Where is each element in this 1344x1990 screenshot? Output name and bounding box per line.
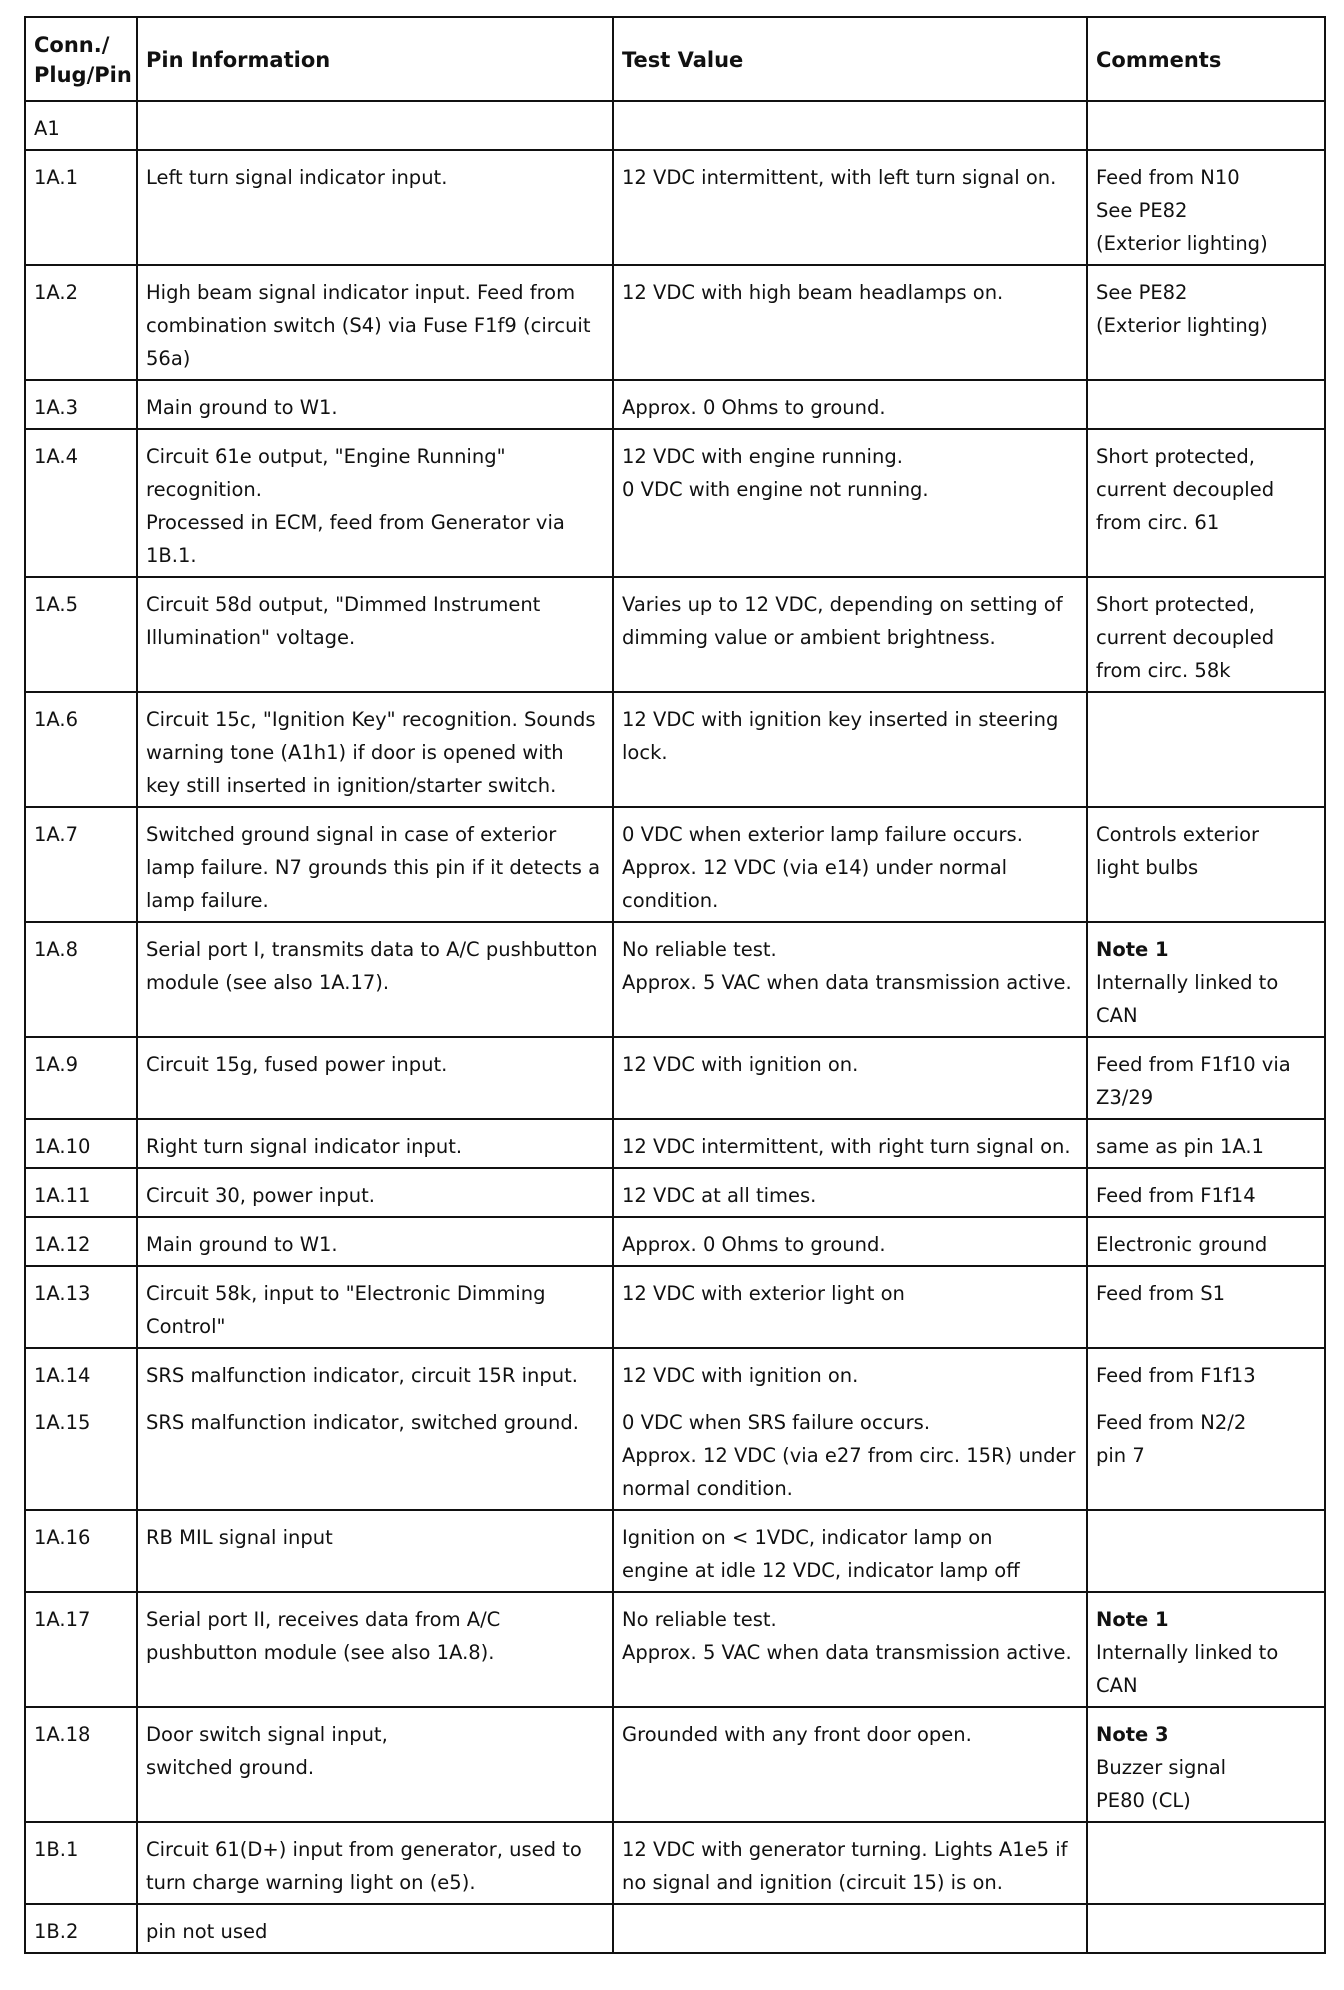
cell-line: Approx. 12 VDC (via e27 from circ. 15R) under: [622, 1444, 1076, 1467]
pin-info-cell: [137, 1510, 613, 1592]
pin-info-cell: [137, 807, 613, 922]
table-row: [25, 429, 1325, 577]
pin-cell: [25, 1168, 137, 1217]
cell-line: Circuit 61(D+) input from generator, used to: [146, 1838, 582, 1861]
cell-line: Buzzer signal: [1096, 1756, 1227, 1779]
cell-line: (Exterior lighting): [1096, 314, 1268, 337]
cell-line: same as pin 1A.1: [1096, 1135, 1264, 1158]
cell-line: 12 VDC intermittent, with left turn signal on.: [622, 166, 1057, 189]
test-value-cell: [613, 1707, 1087, 1822]
cell-line: dimming value or ambient brightness.: [622, 626, 996, 649]
test-value-cell: [613, 1348, 1087, 1510]
cell-line: Feed from N10: [1096, 166, 1240, 189]
header-comments: Comments: [1087, 17, 1325, 101]
cell-line: Ignition on < 1VDC, indicator lamp on: [622, 1526, 993, 1549]
comments-cell: [1087, 1822, 1325, 1904]
test-value-cell: [613, 577, 1087, 692]
table-row: [25, 380, 1325, 429]
cell-line: CAN: [1096, 1674, 1138, 1697]
pin-id: 1A.17: [34, 1608, 91, 1631]
cell-line: light bulbs: [1096, 856, 1199, 879]
pin-id: 1A.7: [34, 823, 79, 846]
cell-line: from circ. 61: [1096, 511, 1220, 534]
comments-cell: [1087, 692, 1325, 807]
cell-line: Feed from S1: [1096, 1282, 1226, 1305]
test-value-cell: [613, 1592, 1087, 1707]
cell-line: Internally linked to: [1096, 1641, 1279, 1664]
test-value-cell: [613, 1822, 1087, 1904]
pin-cell: [25, 265, 137, 380]
pin-info-cell: [137, 1217, 613, 1266]
comments-cell: [1087, 380, 1325, 429]
cell-line: Left turn signal indicator input.: [146, 166, 448, 189]
pin-cell: [25, 1510, 137, 1592]
comments-cell: [1087, 1510, 1325, 1592]
pin-info-cell: [137, 1707, 613, 1822]
cell-line: warning tone (A1h1) if door is opened with: [146, 741, 564, 764]
comments-cell: [1087, 1217, 1325, 1266]
cell-line: Internally linked to: [1096, 971, 1279, 994]
cell-line: Circuit 30, power input.: [146, 1184, 376, 1207]
cell-line: 12 VDC with engine running.: [622, 445, 903, 468]
pin-table-page: [24, 16, 1324, 1954]
cell-line: 12 VDC with high beam headlamps on.: [622, 281, 1004, 304]
table-row: [25, 1217, 1325, 1266]
table-row: [25, 150, 1325, 265]
test-value-cell: [613, 1217, 1087, 1266]
spacer: [1096, 1392, 1316, 1406]
pin-info-cell: [137, 692, 613, 807]
cell-line: Approx. 0 Ohms to ground.: [622, 396, 886, 419]
cell-line: Control": [146, 1315, 226, 1338]
cell-line: Feed from F1f14: [1096, 1184, 1256, 1207]
comments-cell: [1087, 1348, 1325, 1510]
pin-info-cell: [137, 1822, 613, 1904]
cell-line: normal condition.: [622, 1477, 793, 1500]
pin-id: 1B.1: [34, 1838, 79, 1861]
comments-cell: [1087, 1592, 1325, 1707]
cell-line: 12 VDC with ignition on.: [622, 1053, 859, 1076]
comments-cell: [1087, 1266, 1325, 1348]
cell-line: Approx. 0 Ohms to ground.: [622, 1233, 886, 1256]
pin-info-cell: [137, 380, 613, 429]
test-value-cell: [613, 150, 1087, 265]
comments-cell: [1087, 807, 1325, 922]
pin-info-cell: [137, 577, 613, 692]
pin-info-cell: [137, 922, 613, 1037]
pin-id: 1A.3: [34, 396, 79, 419]
cell-line: SRS malfunction indicator, circuit 15R input.: [146, 1364, 578, 1387]
note-label: Note 1: [1096, 938, 1169, 961]
table-row: [25, 577, 1325, 692]
pin-id: 1A.16: [34, 1526, 91, 1549]
cell-line: Switched ground signal in case of exterior: [146, 823, 557, 846]
pin-cell: [25, 692, 137, 807]
pin-cell: [25, 1217, 137, 1266]
cell-line: PE80 (CL): [1096, 1789, 1191, 1812]
cell-line: current decoupled: [1096, 478, 1275, 501]
pin-info-cell: [137, 1037, 613, 1119]
section-label: A1: [25, 101, 137, 150]
pin-info-cell: [137, 1266, 613, 1348]
pin-cell: [25, 150, 137, 265]
test-value-cell: [613, 692, 1087, 807]
note-label: Note 1: [1096, 1608, 1169, 1631]
cell-line: Circuit 58k, input to "Electronic Dimming: [146, 1282, 546, 1305]
spacer: [34, 1392, 128, 1406]
pin-id: 1A.5: [34, 593, 79, 616]
pin-id: 1A.8: [34, 938, 79, 961]
cell-line: recognition.: [146, 478, 262, 501]
table-row: [25, 1168, 1325, 1217]
cell-line: current decoupled: [1096, 626, 1275, 649]
test-value-cell: [613, 1119, 1087, 1168]
section-empty-cell: [613, 101, 1087, 150]
cell-line: Serial port II, receives data from A/C: [146, 1608, 501, 1631]
cell-line: CAN: [1096, 1004, 1138, 1027]
cell-line: key still inserted in ignition/starter switch.: [146, 774, 557, 797]
pin-info-cell: [137, 1592, 613, 1707]
cell-line: High beam signal indicator input. Feed from: [146, 281, 576, 304]
cell-line: lamp failure.: [146, 889, 269, 912]
pin-info-cell: [137, 1119, 613, 1168]
cell-line: Illumination" voltage.: [146, 626, 356, 649]
pin-cell: [25, 1707, 137, 1822]
cell-line: 12 VDC with generator turning. Lights A1e5 if: [622, 1838, 1068, 1861]
cell-line: pin 7: [1096, 1444, 1145, 1467]
cell-line: Right turn signal indicator input.: [146, 1135, 463, 1158]
table-row: [25, 922, 1325, 1037]
table-row: [25, 1592, 1325, 1707]
cell-line: Processed in ECM, feed from Generator via: [146, 511, 565, 534]
table-row: [25, 265, 1325, 380]
pin-id: 1A.1: [34, 166, 79, 189]
cell-line: condition.: [622, 889, 719, 912]
cell-line: 0 VDC when SRS failure occurs.: [622, 1411, 931, 1434]
cell-line: Circuit 15c, "Ignition Key" recognition. Sounds: [146, 708, 596, 731]
test-value-cell: [613, 429, 1087, 577]
cell-line: Feed from F1f13: [1096, 1364, 1256, 1387]
cell-line: Approx. 5 VAC when data transmission active.: [622, 1641, 1072, 1664]
pin-info-cell: [137, 150, 613, 265]
pin-cell: [25, 380, 137, 429]
cell-line: 1B.1.: [146, 544, 197, 567]
cell-line: Varies up to 12 VDC, depending on setting of: [622, 593, 1063, 616]
pin-id: 1A.13: [34, 1282, 91, 1305]
pin-id: 1B.2: [34, 1920, 79, 1943]
pin-id: 1A.9: [34, 1053, 79, 1076]
cell-line: lamp failure. N7 grounds this pin if it detects a: [146, 856, 601, 879]
pin-id: 1A.2: [34, 281, 79, 304]
pin-info-cell: [137, 1348, 613, 1510]
test-value-cell: [613, 922, 1087, 1037]
comments-cell: [1087, 1037, 1325, 1119]
pin-id: 1A.15: [34, 1411, 91, 1434]
pin-cell: [25, 429, 137, 577]
cell-line: Feed from N2/2: [1096, 1411, 1247, 1434]
header-pin-information: Pin Information: [137, 17, 613, 101]
pin-id: 1A.4: [34, 445, 79, 468]
cell-line: Feed from F1f10 via: [1096, 1053, 1291, 1076]
cell-line: Short protected,: [1096, 593, 1256, 616]
table-row: [25, 1037, 1325, 1119]
comments-cell: [1087, 577, 1325, 692]
cell-line: 12 VDC intermittent, with right turn signal on.: [622, 1135, 1071, 1158]
comments-cell: [1087, 1119, 1325, 1168]
pin-id: 1A.12: [34, 1233, 91, 1256]
table-row: [25, 1904, 1325, 1953]
cell-line: Circuit 15g, fused power input.: [146, 1053, 448, 1076]
comments-cell: [1087, 922, 1325, 1037]
comments-cell: [1087, 429, 1325, 577]
table-row: [25, 1822, 1325, 1904]
comments-cell: [1087, 1707, 1325, 1822]
cell-line: 12 VDC at all times.: [622, 1184, 817, 1207]
table-row: [25, 1348, 1325, 1510]
pin-id: 1A.14: [34, 1364, 91, 1387]
cell-line: Circuit 58d output, "Dimmed Instrument: [146, 593, 541, 616]
pin-cell: [25, 1592, 137, 1707]
cell-line: Main ground to W1.: [146, 1233, 338, 1256]
table-body: [25, 101, 1325, 1953]
cell-line: Z3/29: [1096, 1086, 1154, 1109]
cell-line: Electronic ground: [1096, 1233, 1268, 1256]
pin-cell: [25, 577, 137, 692]
section-row: [25, 101, 1325, 150]
table-row: [25, 1510, 1325, 1592]
test-value-cell: [613, 807, 1087, 922]
pin-id: 1A.10: [34, 1135, 91, 1158]
pin-cell: [25, 1119, 137, 1168]
cell-line: 12 VDC with exterior light on: [622, 1282, 905, 1305]
pin-id: 1A.6: [34, 708, 79, 731]
test-value-cell: [613, 265, 1087, 380]
cell-line: 0 VDC with engine not running.: [622, 478, 929, 501]
pin-info-cell: [137, 1904, 613, 1953]
comments-cell: [1087, 1168, 1325, 1217]
table-row: [25, 1266, 1325, 1348]
cell-line: (Exterior lighting): [1096, 232, 1268, 255]
test-value-cell: [613, 380, 1087, 429]
comments-cell: [1087, 265, 1325, 380]
pin-id: 1A.11: [34, 1184, 91, 1207]
pin-assignment-table: [24, 16, 1326, 1954]
pin-cell: [25, 1822, 137, 1904]
cell-line: Main ground to W1.: [146, 396, 338, 419]
comments-cell: [1087, 1904, 1325, 1953]
section-empty-cell: [137, 101, 613, 150]
cell-line: Approx. 5 VAC when data transmission active.: [622, 971, 1072, 994]
pin-info-cell: [137, 265, 613, 380]
cell-line: RB MIL signal input: [146, 1526, 333, 1549]
note-label: Note 3: [1096, 1723, 1169, 1746]
cell-line: 12 VDC with ignition key inserted in steering: [622, 708, 1059, 731]
test-value-cell: [613, 1168, 1087, 1217]
cell-line: Short protected,: [1096, 445, 1256, 468]
header-row: [25, 17, 1325, 101]
pin-cell: [25, 922, 137, 1037]
cell-line: See PE82: [1096, 199, 1188, 222]
comments-cell: [1087, 150, 1325, 265]
pin-cell: [25, 1904, 137, 1953]
cell-line: Door switch signal input,: [146, 1723, 388, 1746]
table-row: [25, 692, 1325, 807]
cell-line: Circuit 61e output, "Engine Running": [146, 445, 506, 468]
cell-line: 0 VDC when exterior lamp failure occurs.: [622, 823, 1023, 846]
pin-cell: [25, 807, 137, 922]
test-value-cell: [613, 1266, 1087, 1348]
cell-line: module (see also 1A.17).: [146, 971, 390, 994]
cell-line: turn charge warning light on (e5).: [146, 1871, 476, 1894]
cell-line: pushbutton module (see also 1A.8).: [146, 1641, 495, 1664]
pin-cell: [25, 1348, 137, 1510]
cell-line: combination switch (S4) via Fuse F1f9 (circuit: [146, 314, 591, 337]
section-empty-cell: [1087, 101, 1325, 150]
cell-line: See PE82: [1096, 281, 1188, 304]
cell-line: No reliable test.: [622, 1608, 777, 1631]
cell-line: Approx. 12 VDC (via e14) under normal: [622, 856, 1008, 879]
cell-line: Controls exterior: [1096, 823, 1260, 846]
cell-line: switched ground.: [146, 1756, 315, 1779]
pin-cell: [25, 1037, 137, 1119]
table-row: [25, 1707, 1325, 1822]
table-row: [25, 807, 1325, 922]
spacer: [622, 1392, 1078, 1406]
header-conn-line-2: Plug/Pin: [34, 63, 132, 87]
cell-line: from circ. 58k: [1096, 659, 1231, 682]
test-value-cell: [613, 1510, 1087, 1592]
cell-line: SRS malfunction indicator, switched ground.: [146, 1411, 579, 1434]
cell-line: no signal and ignition (circuit 15) is on.: [622, 1871, 1003, 1894]
test-value-cell: [613, 1904, 1087, 1953]
pin-id: 1A.18: [34, 1723, 91, 1746]
table-row: [25, 1119, 1325, 1168]
header-conn-line-1: Conn./: [34, 33, 110, 57]
pin-cell: [25, 1266, 137, 1348]
spacer: [146, 1392, 604, 1406]
cell-line: Serial port I, transmits data to A/C pushbutton: [146, 938, 598, 961]
cell-line: Grounded with any front door open.: [622, 1723, 972, 1746]
cell-line: engine at idle 12 VDC, indicator lamp off: [622, 1559, 1020, 1582]
cell-line: pin not used: [146, 1920, 268, 1943]
test-value-cell: [613, 1037, 1087, 1119]
header-test-value: Test Value: [613, 17, 1087, 101]
cell-line: lock.: [622, 741, 668, 764]
pin-info-cell: [137, 1168, 613, 1217]
cell-line: 12 VDC with ignition on.: [622, 1364, 859, 1387]
pin-info-cell: [137, 429, 613, 577]
header-conn: [25, 17, 137, 101]
cell-line: 56a): [146, 347, 191, 370]
cell-line: No reliable test.: [622, 938, 777, 961]
